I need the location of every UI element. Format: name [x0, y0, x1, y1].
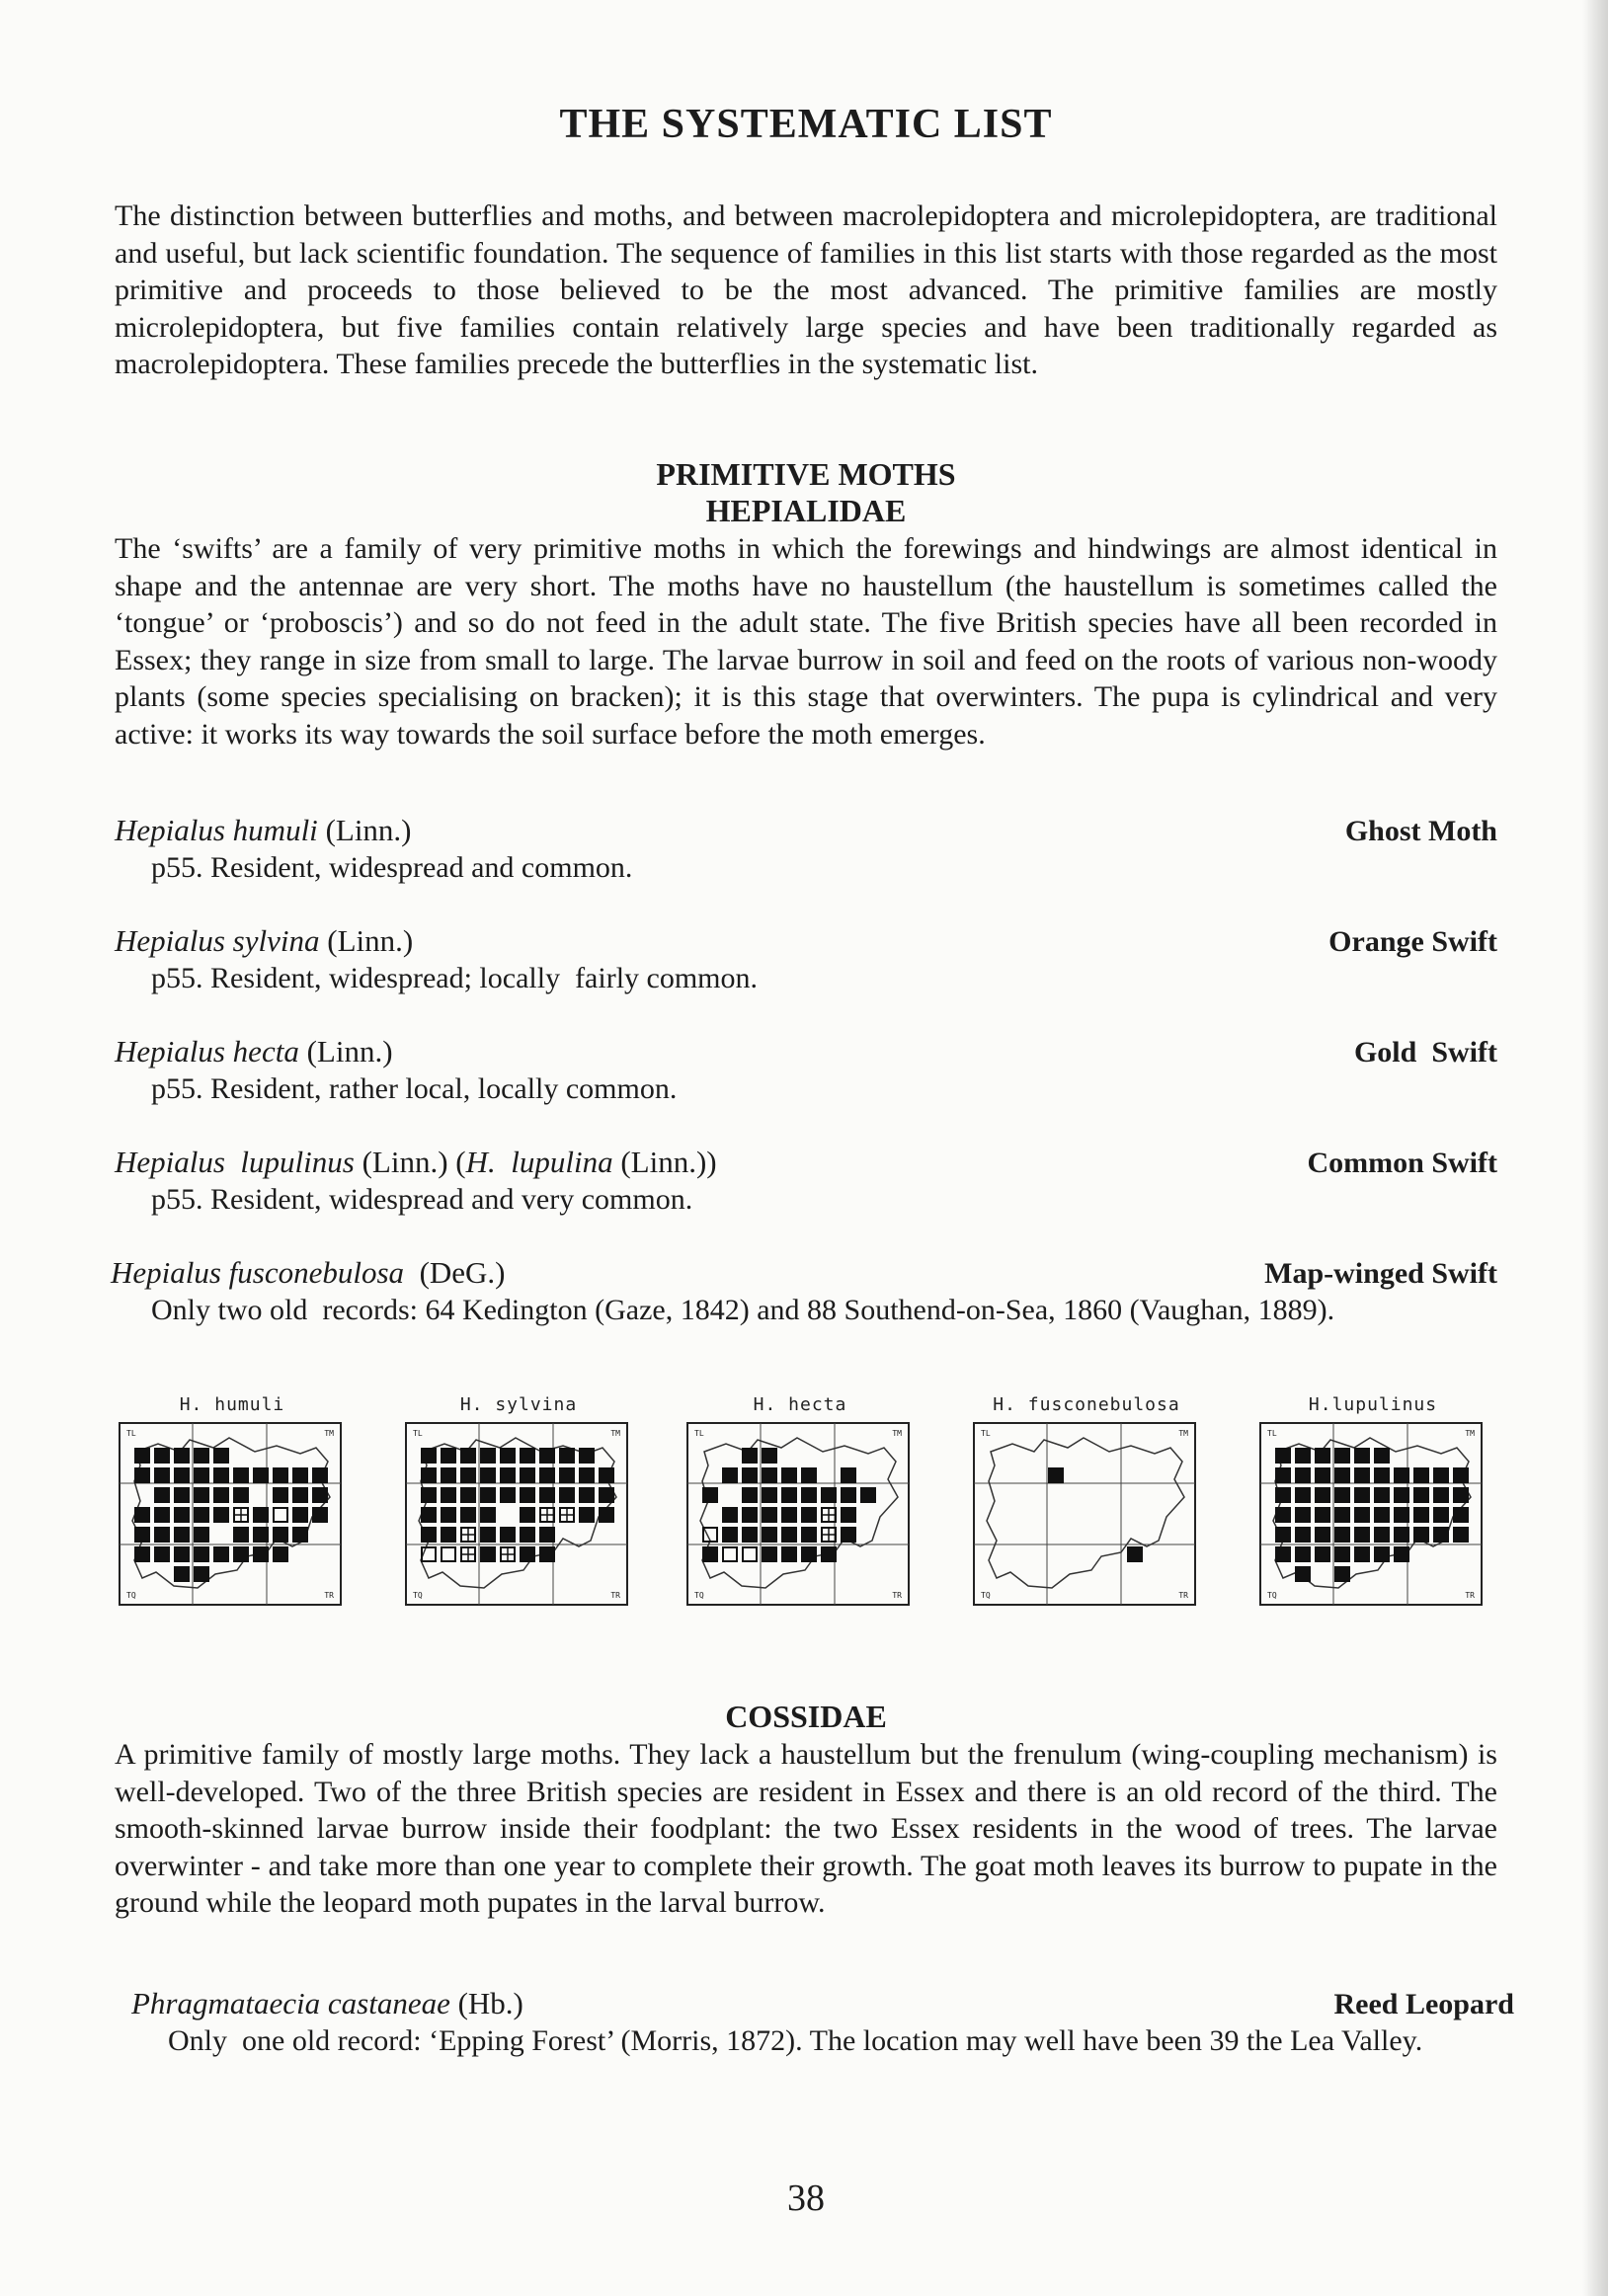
old-record-square — [442, 1547, 455, 1561]
record-square — [273, 1487, 288, 1503]
record-square — [421, 1507, 437, 1523]
distribution-map-graphic — [405, 1422, 628, 1606]
species-note: Only one old record: ‘Epping Forest’ (Morris, 1872). The location may well have been 39 the Lea Valley. — [168, 2024, 1423, 2057]
distribution-map-lupulinus — [1259, 1394, 1487, 1611]
species-note: p55. Resident, widespread; locally fairly common. — [151, 962, 759, 994]
record-square — [480, 1546, 496, 1562]
record-square — [292, 1527, 308, 1543]
cossidae-description: A primitive family of mostly large moths. They lack a haustellum but the frenulum (wing-coupling mechanism) is well-developed. Two of the three British species are resident in Essex and there is an old record of the third. The smooth-skinned larvae burrow inside their foodplant: the two Essex residents in the wood of trees. The larvae overwinter - and take more than one year to complete their growth. The goat moth leaves its burrow to pupate in the ground while the leopard moth pupates in the larval burrow. — [115, 1738, 1497, 1919]
record-square — [520, 1487, 535, 1503]
distribution-map-hecta — [686, 1394, 914, 1611]
record-square — [194, 1527, 209, 1543]
record-square — [194, 1546, 209, 1562]
record-square — [1334, 1487, 1350, 1503]
record-square — [441, 1507, 456, 1523]
record-square — [1275, 1467, 1291, 1483]
record-square — [273, 1546, 288, 1562]
record-square — [1374, 1467, 1390, 1483]
record-square — [253, 1467, 269, 1483]
grid-corner-label: TL — [413, 1429, 423, 1438]
record-square — [233, 1527, 249, 1543]
record-square — [1453, 1527, 1469, 1543]
map-label: H. fusconebulosa — [993, 1394, 1180, 1415]
record-square — [860, 1487, 876, 1503]
map-label: H. hecta — [753, 1394, 847, 1415]
grid-corner-label: TM — [324, 1429, 334, 1438]
grid-corner-label: TR — [1178, 1591, 1188, 1600]
record-square — [539, 1448, 555, 1464]
record-square — [1295, 1527, 1311, 1543]
record-square — [174, 1487, 190, 1503]
record-square — [154, 1467, 170, 1483]
record-square — [134, 1507, 150, 1523]
distribution-map-fusconebulosa — [973, 1394, 1200, 1611]
species-name: Phragmataecia castaneae (Hb.) — [131, 1986, 523, 2020]
record-square — [500, 1448, 516, 1464]
distribution-map-graphic — [1259, 1422, 1483, 1606]
record-square — [821, 1546, 837, 1562]
record-square — [1354, 1448, 1370, 1464]
old-record-square — [743, 1547, 757, 1561]
record-square — [1275, 1448, 1291, 1464]
record-square — [702, 1546, 718, 1562]
record-square — [194, 1566, 209, 1582]
record-square — [500, 1527, 516, 1543]
record-square — [154, 1546, 170, 1562]
record-square — [762, 1546, 777, 1562]
grid-corner-label: TL — [126, 1429, 136, 1438]
record-square — [1413, 1527, 1429, 1543]
record-square — [1315, 1448, 1330, 1464]
grid-corner-label: TM — [1178, 1429, 1188, 1438]
record-square — [559, 1467, 575, 1483]
species-note: Only two old records: 64 Kedington (Gaze, 1842) and 88 Southend-on-Sea, 1860 (Vaughan, 1889). — [151, 1294, 1335, 1326]
record-square — [801, 1527, 817, 1543]
common-name: Common Swift — [1307, 1147, 1497, 1179]
record-square — [1315, 1527, 1330, 1543]
map-label: H.lupulinus — [1308, 1394, 1438, 1415]
distribution-map-sylvina — [405, 1394, 632, 1611]
record-square — [821, 1487, 837, 1503]
common-name: Map-winged Swift — [1264, 1257, 1497, 1290]
record-square — [154, 1507, 170, 1523]
record-square — [213, 1546, 229, 1562]
grid-corner-label: TQ — [981, 1591, 991, 1600]
record-square — [520, 1527, 535, 1543]
record-square — [722, 1467, 738, 1483]
record-square — [213, 1507, 229, 1523]
common-name: Reed Leopard — [1333, 1988, 1514, 2020]
intro-paragraph: The distinction between butterflies and moths, and between macrolepidoptera and microlepidoptera, are traditional and useful, but lack scientific foundation. The sequence of families in this list starts with those regarded as the most primitive and proceeds to those believed to be the most advanced. The primitive families are mostly microlepidoptera, but five families contain relatively large species and have been traditionally regarded as macrolepidoptera. These families precede the butterflies in the systematic list. — [115, 199, 1497, 380]
record-square — [781, 1546, 797, 1562]
record-square — [1354, 1487, 1370, 1503]
record-square — [742, 1507, 758, 1523]
record-square — [579, 1487, 595, 1503]
record-square — [1315, 1487, 1330, 1503]
record-square — [1315, 1507, 1330, 1523]
species-name: Hepialus hecta (Linn.) — [115, 1034, 393, 1069]
map-label: H. sylvina — [459, 1394, 578, 1415]
record-square — [702, 1487, 718, 1503]
record-square — [559, 1487, 575, 1503]
grid-corner-label: TM — [610, 1429, 620, 1438]
species-entry — [115, 922, 1497, 960]
map-label: H. humuli — [179, 1394, 285, 1415]
record-square — [599, 1507, 614, 1523]
record-square — [1275, 1507, 1291, 1523]
grid-corner-label: TR — [610, 1591, 620, 1600]
record-square — [1394, 1546, 1409, 1562]
distribution-map-humuli — [119, 1394, 346, 1611]
record-square — [194, 1487, 209, 1503]
record-square — [781, 1467, 797, 1483]
record-square — [1354, 1507, 1370, 1523]
record-square — [500, 1487, 516, 1503]
record-square — [421, 1448, 437, 1464]
record-square — [762, 1487, 777, 1503]
record-square — [520, 1546, 535, 1562]
record-square — [154, 1487, 170, 1503]
record-square — [579, 1467, 595, 1483]
record-square — [841, 1487, 856, 1503]
grid-corner-label: TR — [892, 1591, 902, 1600]
record-square — [539, 1546, 555, 1562]
record-square — [1295, 1507, 1311, 1523]
record-square — [480, 1448, 496, 1464]
record-square — [441, 1448, 456, 1464]
record-square — [460, 1487, 476, 1503]
record-square — [174, 1448, 190, 1464]
record-square — [762, 1448, 777, 1464]
record-square — [579, 1507, 595, 1523]
record-square — [460, 1448, 476, 1464]
record-square — [460, 1507, 476, 1523]
record-square — [1433, 1527, 1449, 1543]
record-square — [1334, 1448, 1350, 1464]
record-square — [1275, 1527, 1291, 1543]
record-square — [134, 1527, 150, 1543]
record-square — [213, 1467, 229, 1483]
record-square — [1433, 1467, 1449, 1483]
common-name: Ghost Moth — [1344, 815, 1497, 847]
record-square — [292, 1467, 308, 1483]
record-square — [1453, 1507, 1469, 1523]
record-square — [213, 1448, 229, 1464]
species-name: Hepialus humuli (Linn.) — [115, 813, 412, 847]
species-note: p55. Resident, widespread and very common. — [151, 1183, 693, 1216]
record-square — [1453, 1467, 1469, 1483]
record-square — [762, 1507, 777, 1523]
grid-corner-label: TQ — [126, 1591, 136, 1600]
grid-corner-label: TQ — [413, 1591, 423, 1600]
record-square — [781, 1487, 797, 1503]
record-square — [1295, 1546, 1311, 1562]
record-square — [1413, 1487, 1429, 1503]
record-square — [520, 1507, 535, 1523]
record-square — [1334, 1527, 1350, 1543]
record-square — [1374, 1487, 1390, 1503]
record-square — [742, 1527, 758, 1543]
record-square — [441, 1467, 456, 1483]
record-square — [1334, 1507, 1350, 1523]
record-square — [194, 1448, 209, 1464]
record-square — [599, 1487, 614, 1503]
grid-corner-label: TM — [892, 1429, 902, 1438]
species-name: Hepialus lupulinus (Linn.) (H. lupulina (Linn.)) — [115, 1145, 717, 1179]
record-square — [312, 1467, 328, 1483]
record-square — [312, 1507, 328, 1523]
grid-corner-label: TQ — [694, 1591, 704, 1600]
record-square — [174, 1527, 190, 1543]
record-square — [480, 1487, 496, 1503]
record-square — [1374, 1527, 1390, 1543]
record-square — [1413, 1467, 1429, 1483]
record-square — [801, 1467, 817, 1483]
record-square — [742, 1448, 758, 1464]
record-square — [194, 1467, 209, 1483]
record-square — [233, 1546, 249, 1562]
record-square — [801, 1487, 817, 1503]
species-note: p55. Resident, widespread and common. — [151, 851, 633, 884]
record-square — [292, 1507, 308, 1523]
record-square — [539, 1527, 555, 1543]
record-square — [253, 1507, 269, 1523]
record-square — [480, 1467, 496, 1483]
record-square — [1275, 1546, 1291, 1562]
page-edge-shadow — [1582, 0, 1608, 2296]
record-square — [253, 1546, 269, 1562]
record-square — [233, 1487, 249, 1503]
record-square — [1394, 1487, 1409, 1503]
record-square — [1295, 1487, 1311, 1503]
record-square — [801, 1546, 817, 1562]
record-square — [1295, 1448, 1311, 1464]
record-square — [421, 1487, 437, 1503]
record-square — [1354, 1527, 1370, 1543]
species-name: Hepialus sylvina (Linn.) — [115, 923, 414, 958]
species-entry — [115, 1033, 1497, 1070]
record-square — [500, 1467, 516, 1483]
record-square — [1453, 1487, 1469, 1503]
record-square — [273, 1527, 288, 1543]
record-square — [1374, 1448, 1390, 1464]
common-name: Gold Swift — [1353, 1036, 1497, 1069]
page-number: 38 — [787, 2177, 825, 2219]
record-square — [154, 1448, 170, 1464]
record-square — [480, 1527, 496, 1543]
record-square — [722, 1527, 738, 1543]
record-square — [441, 1487, 456, 1503]
record-square — [1374, 1507, 1390, 1523]
distribution-map-graphic — [686, 1422, 910, 1606]
record-square — [134, 1546, 150, 1562]
record-square — [1315, 1467, 1330, 1483]
record-square — [841, 1527, 856, 1543]
hepialidae-description: The ‘swifts’ are a family of very primitive moths in which the forewings and hindwings are almost identical in shape and the antennae are very short. The moths have no haustellum (the haustellum is sometimes called the ‘tongue’ or ‘proboscis’) and so do not feed in the adult state. The five British species have all been recorded in Essex; they range in size from small to large. The larvae burrow in soil and feed on the roots of various non-woody plants (some species specialising on bracken); it is this stage that overwinters. The pupa is cylindrical and very active: it works its way towards the soil surface before the moth emerges. — [115, 532, 1497, 751]
record-square — [174, 1507, 190, 1523]
record-square — [599, 1467, 614, 1483]
record-square — [781, 1527, 797, 1543]
record-square — [762, 1527, 777, 1543]
record-square — [742, 1467, 758, 1483]
record-square — [1315, 1546, 1330, 1562]
record-square — [194, 1507, 209, 1523]
record-square — [1048, 1467, 1064, 1483]
record-square — [174, 1566, 190, 1582]
record-square — [233, 1467, 249, 1483]
record-square — [421, 1527, 437, 1543]
record-square — [134, 1467, 150, 1483]
record-square — [841, 1467, 856, 1483]
grid-corner-label: TL — [981, 1429, 991, 1438]
family-heading-cossidae: COSSIDAE — [725, 1699, 887, 1734]
record-square — [1295, 1566, 1311, 1582]
page-title: THE SYSTEMATIC LIST — [559, 102, 1053, 147]
record-square — [1354, 1546, 1370, 1562]
record-square — [273, 1467, 288, 1483]
record-square — [1433, 1487, 1449, 1503]
grid-corner-label: TM — [1465, 1429, 1475, 1438]
record-square — [539, 1467, 555, 1483]
record-square — [174, 1467, 190, 1483]
species-entry — [131, 1985, 1514, 2022]
grid-corner-label: TR — [324, 1591, 334, 1600]
record-square — [539, 1487, 555, 1503]
record-square — [174, 1546, 190, 1562]
record-square — [801, 1507, 817, 1523]
record-square — [742, 1487, 758, 1503]
family-heading-hepialidae: HEPIALIDAE — [705, 493, 907, 528]
section-heading: PRIMITIVE MOTHS — [656, 456, 956, 492]
record-square — [520, 1448, 535, 1464]
grid-corner-label: TR — [1465, 1591, 1475, 1600]
grid-corner-label: TL — [1267, 1429, 1277, 1438]
record-square — [441, 1527, 456, 1543]
species-entry — [111, 1254, 1497, 1292]
record-square — [480, 1507, 496, 1523]
record-square — [1334, 1546, 1350, 1562]
record-square — [213, 1487, 229, 1503]
record-square — [762, 1467, 777, 1483]
distribution-map-graphic — [973, 1422, 1196, 1606]
record-square — [1394, 1527, 1409, 1543]
record-square — [460, 1467, 476, 1483]
record-square — [154, 1527, 170, 1543]
record-square — [1275, 1487, 1291, 1503]
record-square — [134, 1448, 150, 1464]
record-square — [312, 1487, 328, 1503]
grid-corner-label: TQ — [1267, 1591, 1277, 1600]
common-name: Orange Swift — [1328, 925, 1497, 958]
record-square — [1334, 1467, 1350, 1483]
record-square — [841, 1507, 856, 1523]
record-square — [781, 1507, 797, 1523]
county-outline — [987, 1438, 1184, 1588]
record-square — [1354, 1467, 1370, 1483]
record-square — [1394, 1507, 1409, 1523]
record-square — [1433, 1507, 1449, 1523]
record-square — [520, 1467, 535, 1483]
record-square — [579, 1448, 595, 1464]
record-square — [1127, 1546, 1143, 1562]
species-name: Hepialus fusconebulosa (DeG.) — [111, 1255, 506, 1290]
record-square — [1334, 1566, 1350, 1582]
record-square — [1394, 1467, 1409, 1483]
species-entry — [115, 1144, 1497, 1181]
record-square — [292, 1487, 308, 1503]
distribution-map-graphic — [119, 1422, 342, 1606]
record-square — [1413, 1507, 1429, 1523]
record-square — [722, 1507, 738, 1523]
record-square — [1295, 1467, 1311, 1483]
grid-corner-label: TL — [694, 1429, 704, 1438]
record-square — [421, 1467, 437, 1483]
record-square — [1374, 1546, 1390, 1562]
old-record-square — [274, 1508, 287, 1522]
species-entry — [115, 812, 1497, 849]
record-square — [559, 1448, 575, 1464]
record-square — [253, 1527, 269, 1543]
old-record-square — [723, 1547, 737, 1561]
species-note: p55. Resident, rather local, locally common. — [151, 1072, 678, 1105]
